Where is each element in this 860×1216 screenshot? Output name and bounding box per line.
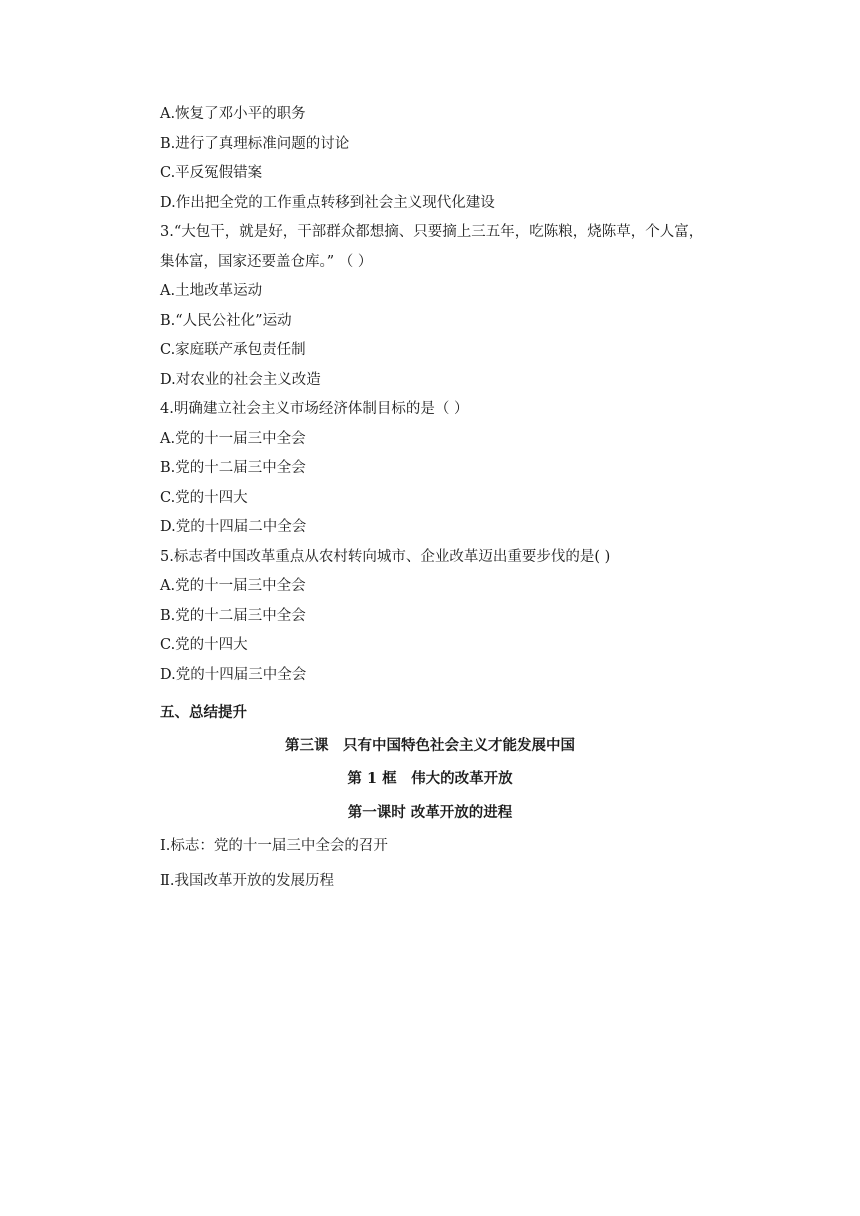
option-line: D.党的十四届三中全会 <box>160 667 307 683</box>
option-line: B.党的十二届三中全会 <box>160 460 306 476</box>
option-line: B.党的十二届三中全会 <box>160 608 306 624</box>
option-line: D.作出把全党的工作重点转移到社会主义现代化建设 <box>160 195 495 211</box>
question-3-text-cont: 集体富，国家还要盖仓库。” （ ） <box>160 254 373 270</box>
question-5-text: 5.标志者中国改革重点从农村转向城市、企业改革迈出重要步伐的是( ) <box>160 549 611 565</box>
frame-title: 第 1 框 伟大的改革开放 <box>347 770 513 787</box>
option-line: C.党的十四大 <box>160 490 248 506</box>
option-line: A.党的十一届三中全会 <box>160 578 306 594</box>
option-line: A.土地改革运动 <box>160 283 263 299</box>
period-title: 第一课时 改革开放的进程 <box>347 804 513 821</box>
option-line: D.对农业的社会主义改造 <box>160 372 321 388</box>
question-4-text: 4.明确建立社会主义市场经济体制目标的是（ ） <box>160 401 469 417</box>
option-line: A.恢复了邓小平的职务 <box>160 106 306 122</box>
option-line: B.“人民公社化”运动 <box>160 313 292 329</box>
option-line: C.平反冤假错案 <box>160 165 263 181</box>
option-line: B.进行了真理标准问题的讨论 <box>160 136 350 152</box>
summary-point: Ⅱ.我国改革开放的发展历程 <box>160 873 334 889</box>
section-heading: 五、总结提升 <box>160 704 247 721</box>
summary-point: Ⅰ.标志：党的十一届三中全会的召开 <box>160 838 388 854</box>
lesson-title: 第三课 只有中国特色社会主义才能发展中国 <box>285 737 575 754</box>
option-line: A.党的十一届三中全会 <box>160 431 306 447</box>
question-3-text: 3.“大包干，就是好，干部群众都想摘、只要摘上三五年，吃陈粮，烧陈草，个人富， <box>160 224 704 240</box>
option-line: C.家庭联产承包责任制 <box>160 342 306 358</box>
option-line: C.党的十四大 <box>160 637 248 653</box>
option-line: D.党的十四届二中全会 <box>160 519 307 535</box>
